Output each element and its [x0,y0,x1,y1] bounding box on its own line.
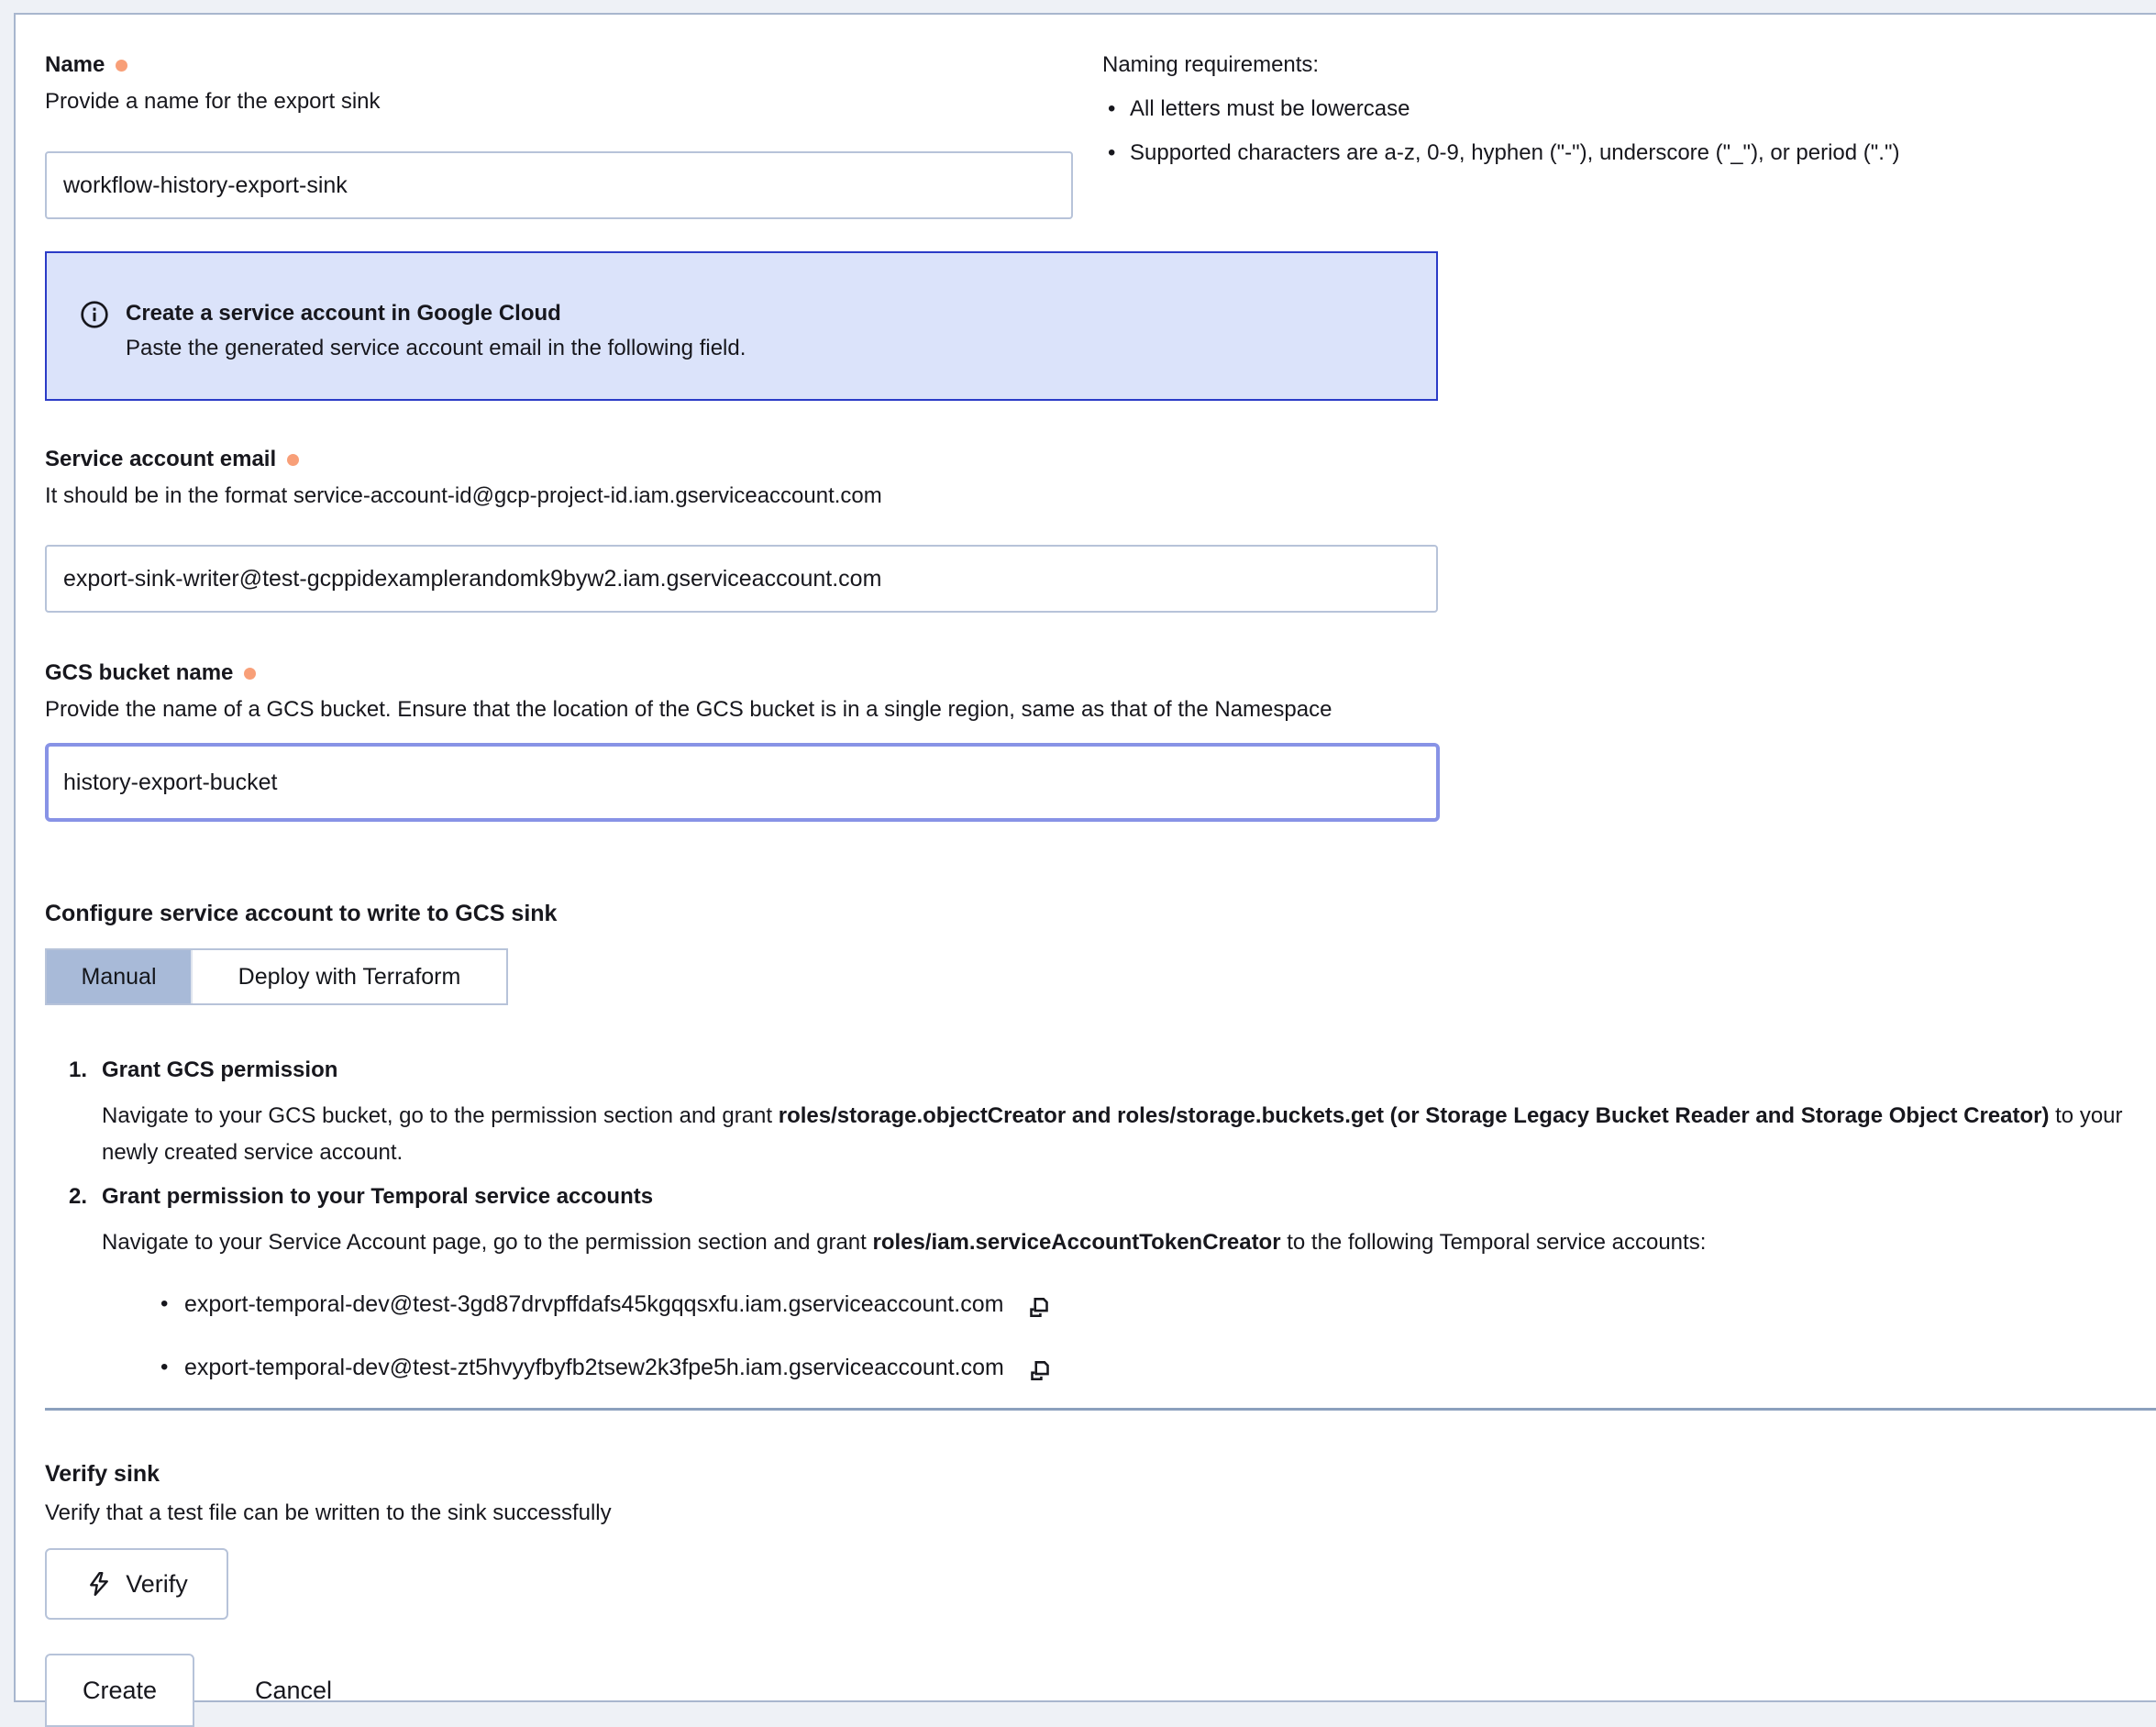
naming-requirement-item: • All letters must be lowercase [1102,94,2156,125]
verify-sink-description: Verify that a test file can be written to the sink successfully [45,1498,2156,1529]
copy-button[interactable] [1022,1287,1056,1322]
tab-manual[interactable]: Manual [47,950,191,1003]
verify-button-label: Verify [126,1570,188,1599]
copy-button[interactable] [1023,1350,1057,1385]
name-input[interactable] [45,151,1073,219]
required-dot [116,60,127,72]
step-title: Grant permission to your Temporal service accounts [102,1180,653,1213]
required-dot [244,668,256,680]
step-title: Grant GCS permission [102,1054,337,1087]
cancel-button-label: Cancel [255,1677,332,1705]
configure-tabs [45,948,508,1005]
service-account-email-label: Service account email [45,447,276,472]
create-export-sink-panel [14,13,2156,1702]
section-divider [45,1408,2156,1411]
list-item [160,1284,2156,1324]
copy-icon [1024,1352,1056,1383]
service-account-email-description: It should be in the format service-account-id@gcp-project-id.iam.gserviceaccount.com [45,481,2156,512]
temporal-service-account-email: • export-temporal-dev@test-3gd87drvpffdafs45kgqqsxfu.iam.gserviceaccount.com [184,1291,1003,1318]
step-number: 2. [69,1180,102,1213]
naming-requirements-title: Naming requirements: [1102,50,2156,81]
tab-deploy-with-terraform[interactable]: Deploy with Terraform [191,950,506,1003]
service-account-info-box [45,251,1438,401]
gcs-bucket-name-label: GCS bucket name [45,660,233,686]
required-dot [287,454,299,466]
service-account-email-input[interactable] [45,545,1438,613]
gcs-bucket-name-description: Provide the name of a GCS bucket. Ensure that the location of the GCS bucket is in a single region, same as that of the Namespace [45,694,2156,725]
configure-section-title: Configure service account to write to GCS sink [45,897,2156,930]
manual-instructions [69,1054,2156,1388]
cancel-button[interactable] [255,1654,332,1727]
temporal-service-account-list [160,1284,2156,1388]
step-grant-temporal-permission [69,1180,2156,1261]
info-icon [80,300,109,336]
info-box-description: Paste the generated service account email in the following field. [126,330,746,367]
name-description: Provide a name for the export sink [45,86,1073,117]
step-description: Navigate to your GCS bucket, go to the permission section and grant roles/storage.objectCreator and roles/storage.buckets.get (or Storage Legacy Bucket Reader and Storage Object Creator) to your newly created service account. [102,1098,2156,1171]
temporal-service-account-email: • export-temporal-dev@test-zt5hvyyfbyfb2tsew2k3fpe5h.iam.gserviceaccount.com [184,1355,1004,1381]
verify-button[interactable] [45,1548,228,1620]
name-label: Name [45,52,105,78]
naming-requirement-item: • Supported characters are a-z, 0-9, hyphen ("-"), underscore ("_"), or period (".") [1102,138,2156,169]
gcs-bucket-name-input[interactable] [45,743,1440,822]
verify-sink-title: Verify sink [45,1458,2156,1489]
naming-requirements [1102,50,2156,169]
info-box-title: Create a service account in Google Cloud [126,297,746,330]
create-button[interactable] [45,1654,194,1727]
step-number: 1. [69,1054,102,1087]
create-button-label: Create [83,1677,157,1705]
lightning-bolt-icon [85,1570,113,1598]
list-item [160,1347,2156,1388]
step-description: Navigate to your Service Account page, go to the permission section and grant roles/iam.serviceAccountTokenCreator to the following Temporal service accounts: [102,1224,2156,1261]
step-grant-gcs-permission [69,1054,2156,1171]
copy-icon [1023,1289,1055,1320]
